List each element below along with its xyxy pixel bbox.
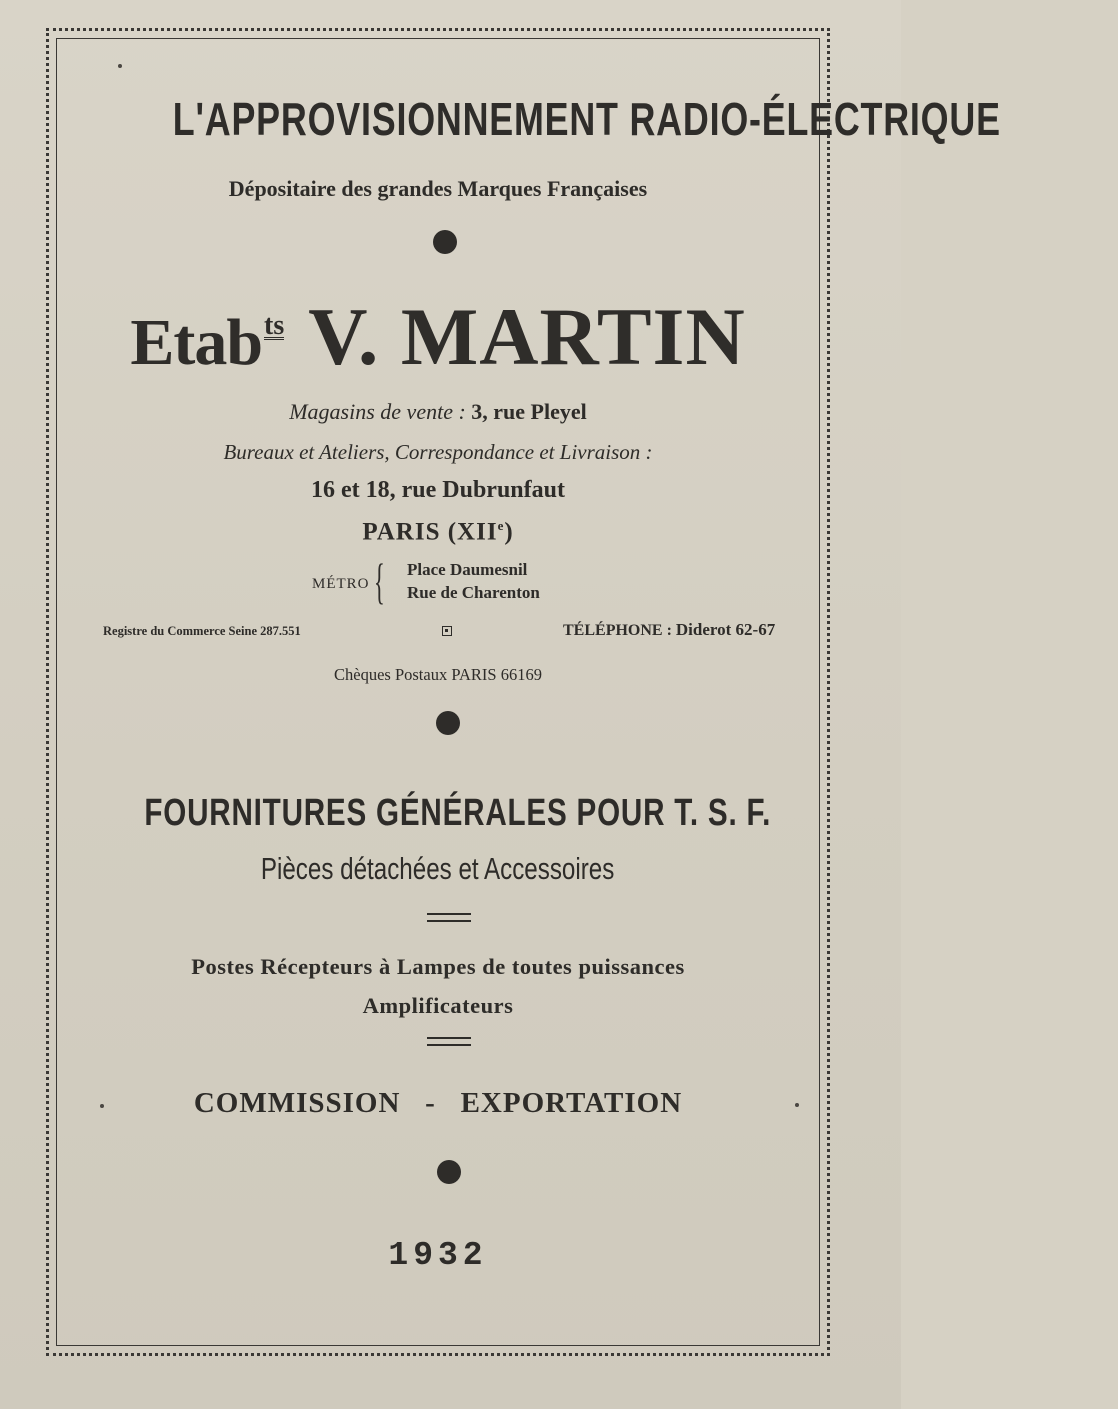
company-name-block [56, 290, 820, 384]
sales-label: Magasins de vente : [289, 399, 466, 424]
company-prefix: Etab [130, 306, 263, 379]
company-name: V. MARTIN [308, 291, 746, 382]
city-line: PARIS (XIIe) [362, 518, 514, 546]
offer-subheading: Pièces détachées et Accessoires [261, 851, 615, 886]
offices-label: Bureaux et Ateliers, Correspondance et Livraison : [223, 440, 653, 464]
page-title: L'APPROVISIONNEMENT RADIO-ÉLECTRIQUE [172, 93, 1001, 145]
print-speck [795, 1103, 799, 1107]
telephone-number: Diderot 62-67 [675, 620, 776, 639]
company-prefix-superscript: ts [264, 310, 285, 341]
commission-exportation-line: COMMISSION - EXPORTATION [193, 1087, 683, 1119]
print-speck [100, 1104, 104, 1108]
postal-cheques: Chèques Postaux PARIS 66169 [334, 665, 542, 684]
bullet-dot-icon [436, 711, 460, 735]
metro-label: MÉTRO [312, 576, 370, 592]
offer-line-1: Postes Récepteurs à Lampes de toutes puissances [191, 954, 685, 979]
bullet-dot-icon [433, 230, 457, 254]
offer-heading: FOURNITURES GÉNÉRALES POUR T. S. F. [144, 792, 772, 834]
telephone-label: TÉLÉPHONE : [563, 622, 672, 639]
year: 1932 [388, 1237, 488, 1274]
metro-station-1: Place Daumesnil [407, 560, 528, 579]
page-subtitle: Dépositaire des grandes Marques Françaises [228, 176, 648, 201]
metro-station-2: Rue de Charenton [407, 583, 540, 602]
bullet-dot-icon [437, 1160, 461, 1184]
sales-address: 3, rue Pleyel [471, 399, 587, 424]
double-rule-divider [427, 1037, 471, 1046]
telephone-line [563, 620, 775, 640]
curly-brace-icon: { [374, 553, 385, 609]
offer-line-2: Amplificateurs [362, 993, 514, 1018]
offices-address: 16 et 18, rue Dubrunfaut [310, 477, 565, 503]
commerce-registry: Registre du Commerce Seine 287.551 [103, 624, 301, 638]
square-ornament-icon [442, 626, 452, 636]
sales-address-line [56, 399, 820, 425]
double-rule-divider [427, 913, 471, 922]
print-speck [118, 64, 122, 68]
